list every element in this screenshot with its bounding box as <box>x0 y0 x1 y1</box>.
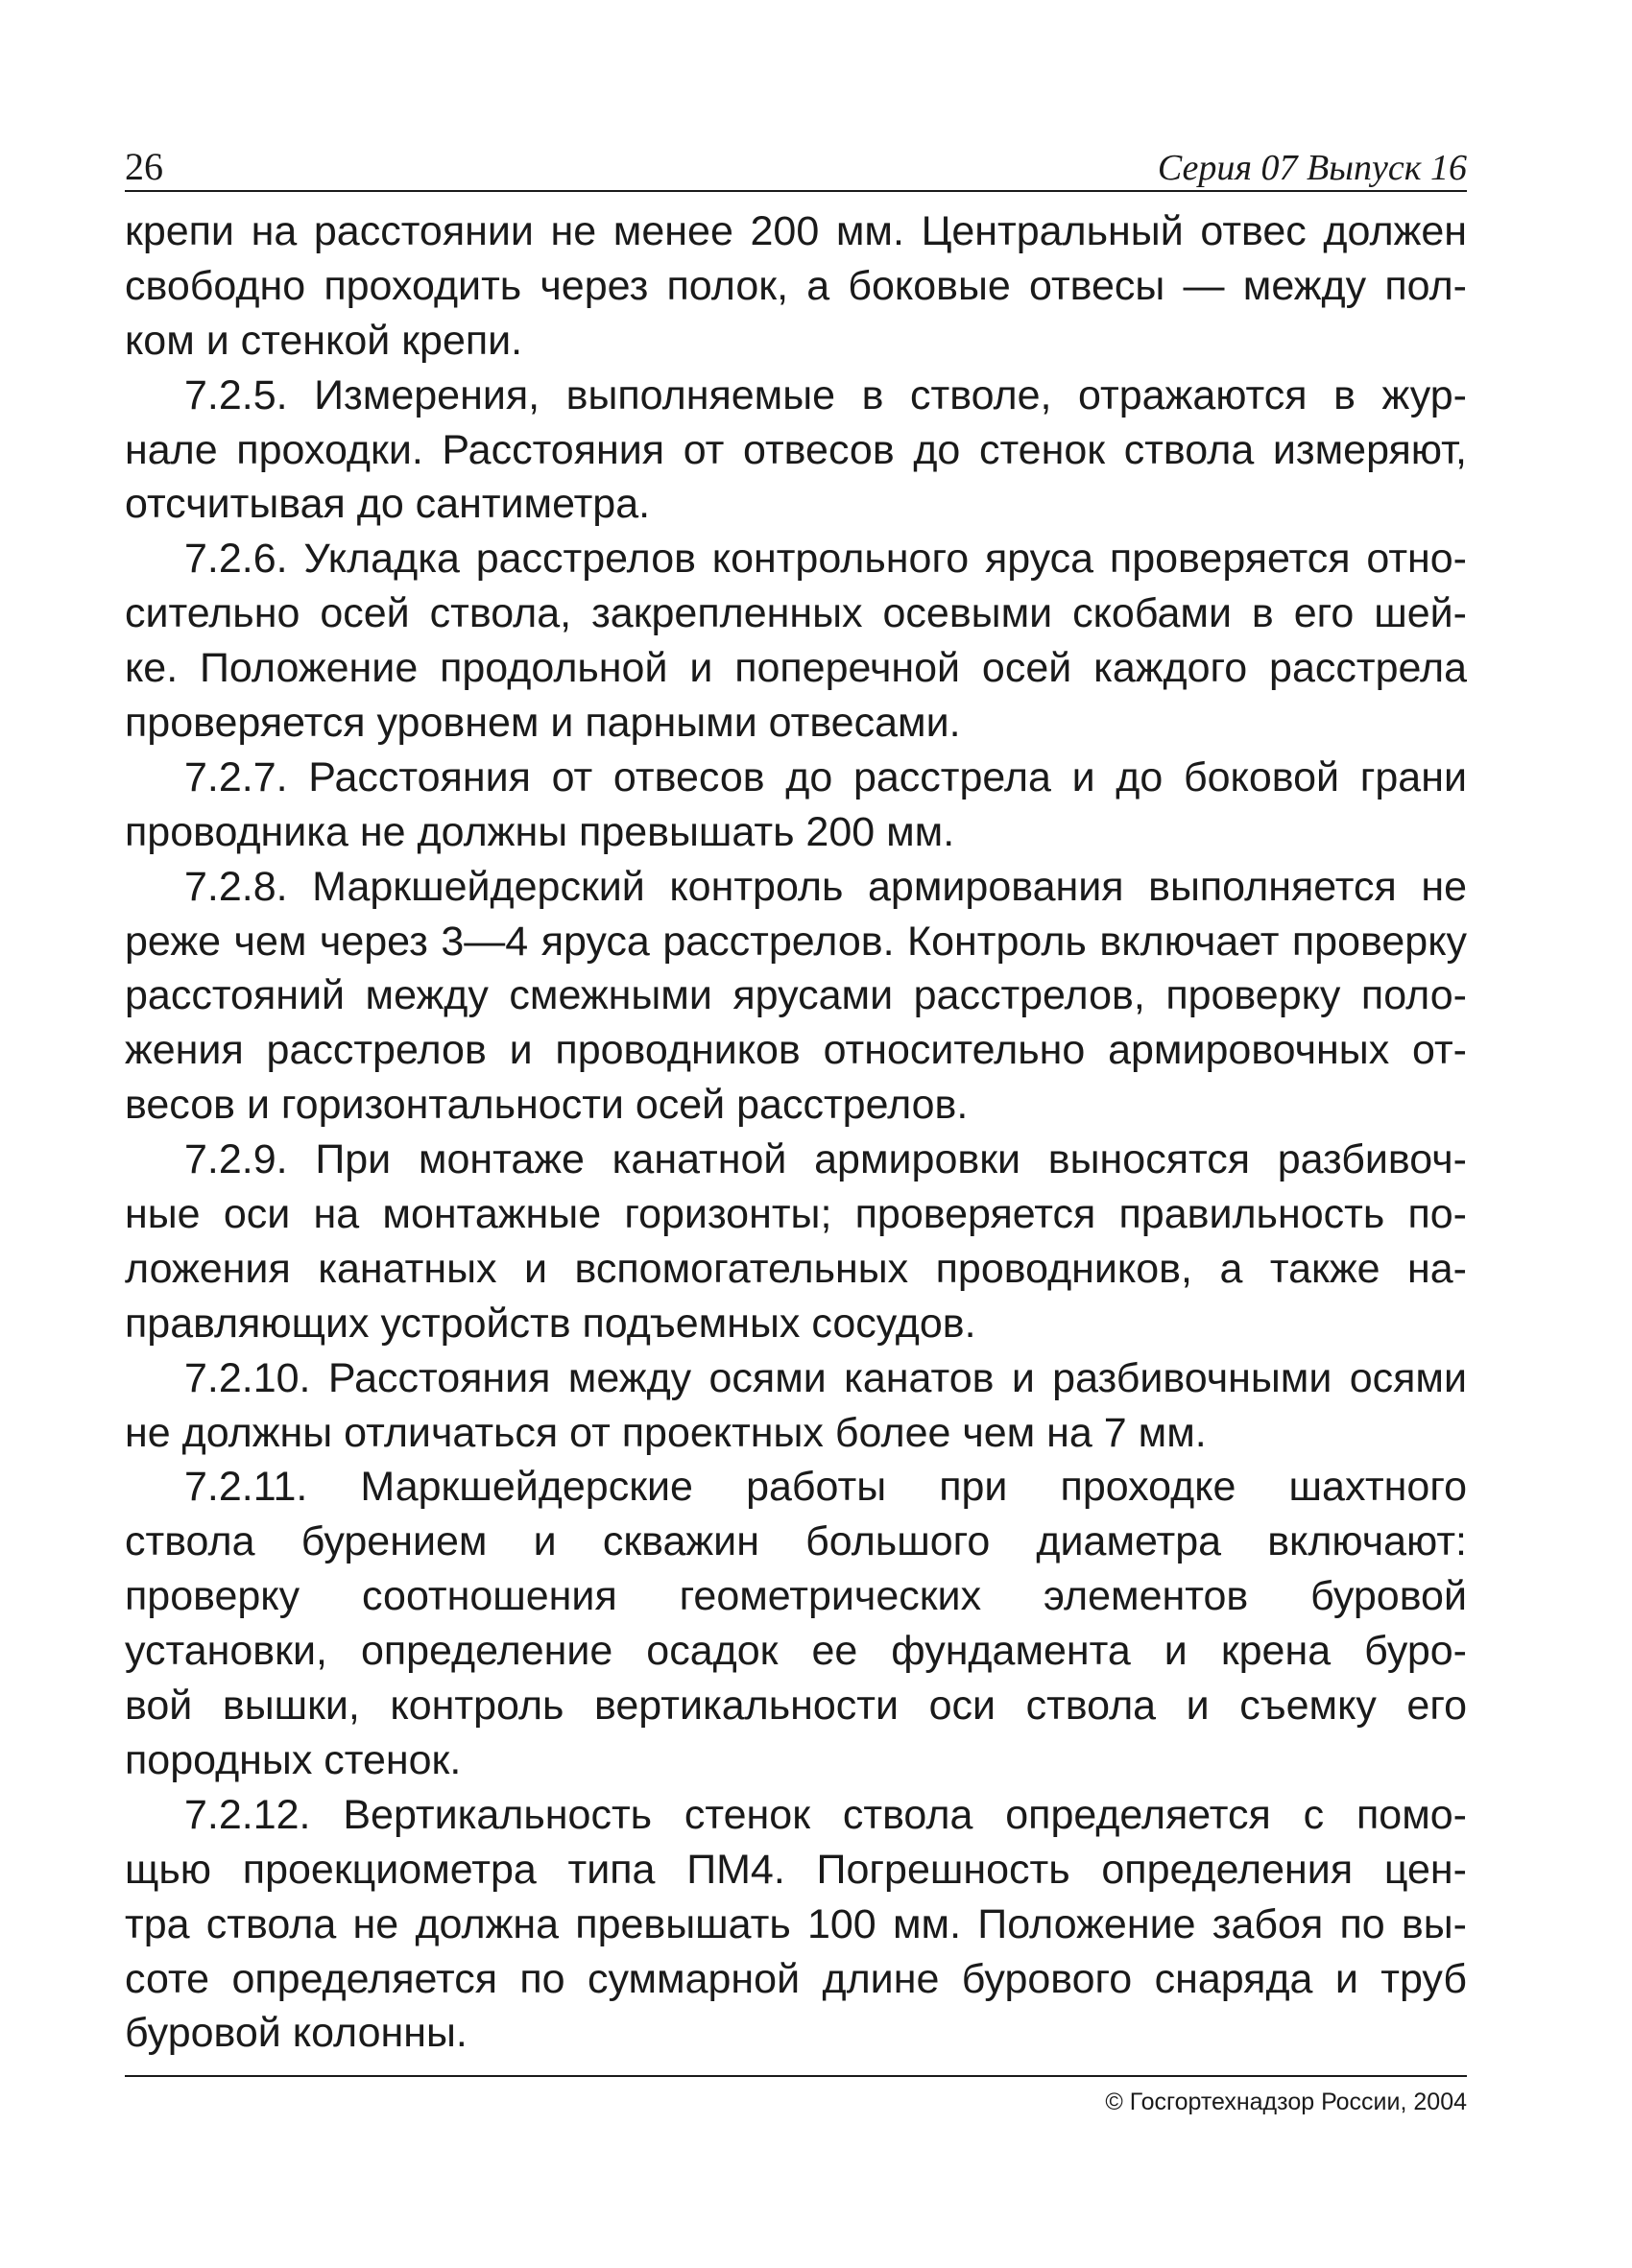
text-line: буровой колонны. <box>125 2010 468 2057</box>
text-line: ком и стенкой крепи. <box>125 317 523 364</box>
text-line: проверяется уровнем и парными отвесами. <box>125 700 961 747</box>
running-head: Серия 07 Выпуск 16 <box>1157 148 1467 188</box>
paragraph <box>125 204 1467 369</box>
text-line: ке. Положение продольной и поперечной осей каждого расстрела <box>125 645 1467 692</box>
text-line: расстояний между смежными ярусами расстрелов, проверку поло- <box>125 972 1467 1019</box>
text-line: установки, определение осадок ее фундамента и крена буро- <box>125 1628 1467 1675</box>
text-line: нале проходки. Расстояния от отвесов до стенок ствола измеряют, <box>125 426 1467 473</box>
paragraph <box>125 1460 1467 1787</box>
page-number: 26 <box>125 145 163 188</box>
paragraph <box>125 751 1467 860</box>
text-line: крепи на расстоянии не менее 200 мм. Центральный отвес должен <box>125 208 1467 254</box>
text-line: реже чем через 3—4 яруса расстрелов. Контроль включает проверку <box>125 918 1467 965</box>
paragraph <box>125 1351 1467 1461</box>
text-line: отсчитывая до сантиметра. <box>125 481 651 528</box>
page-header <box>125 142 1467 192</box>
text-line: сительно осей ствола, закрепленных осевыми скобами в его шей- <box>125 590 1467 637</box>
text-line: вой вышки, контроль вертикальности оси ствола и съемку его <box>125 1683 1467 1730</box>
text-line: ложения канатных и вспомогательных проводников, а также на- <box>125 1245 1467 1292</box>
text-line: щью проекциометра типа ПМ4. Погрешность определения цен- <box>125 1846 1467 1893</box>
body-text <box>125 204 1467 2061</box>
text-line: не должны отличаться от проектных более чем на 7 мм. <box>125 1409 1207 1456</box>
paragraph <box>125 532 1467 751</box>
copyright-notice: © Госгортехнадзор России, 2004 <box>1105 2089 1467 2115</box>
text-line: проводника не должны превышать 200 мм. <box>125 808 955 855</box>
paragraph <box>125 369 1467 533</box>
text-line: 7.2.11. Маркшейдерские работы при проходке шахтного <box>184 1464 1467 1511</box>
text-line: 7.2.9. При монтаже канатной армировки выносятся разбивоч- <box>184 1136 1467 1183</box>
paragraph <box>125 860 1467 1133</box>
paragraph <box>125 1788 1467 2061</box>
text-line: 7.2.5. Измерения, выполняемые в стволе, отражаются в жур- <box>184 371 1467 418</box>
text-line: 7.2.12. Вертикальность стенок ствола определяется с помо- <box>184 1791 1467 1838</box>
footer-rule <box>125 2075 1467 2077</box>
text-line: весов и горизонтальности осей расстрелов. <box>125 1082 969 1129</box>
text-line: 7.2.10. Расстояния между осями канатов и разбивочными осями <box>184 1354 1467 1401</box>
text-line: ствола бурением и скважин большого диаметра включают: <box>125 1518 1467 1565</box>
text-line: проверку соотношения геометрических элементов буровой <box>125 1573 1467 1620</box>
text-line: тра ствола не должна превышать 100 мм. Положение забоя по вы- <box>125 1900 1467 1947</box>
text-line: 7.2.7. Расстояния от отвесов до расстрела и до боковой грани <box>184 753 1467 800</box>
text-line: соте определяется по суммарной длине бурового снаряда и труб <box>125 1955 1467 2002</box>
text-line: породных стенок. <box>125 1736 462 1783</box>
text-line: правляющих устройств подъемных сосудов. <box>125 1300 976 1347</box>
text-line: 7.2.8. Маркшейдерский контроль армирования выполняется не <box>184 863 1467 910</box>
text-line: ные оси на монтажные горизонты; проверяется правильность по- <box>125 1191 1467 1238</box>
text-line: 7.2.6. Укладка расстрелов контрольного яруса проверяется отно- <box>184 536 1467 583</box>
text-line: жения расстрелов и проводников относительно армировочных от- <box>125 1027 1467 1074</box>
text-line: свободно проходить через полок, а боковые отвесы — между пол- <box>125 262 1467 309</box>
paragraph <box>125 1133 1467 1351</box>
